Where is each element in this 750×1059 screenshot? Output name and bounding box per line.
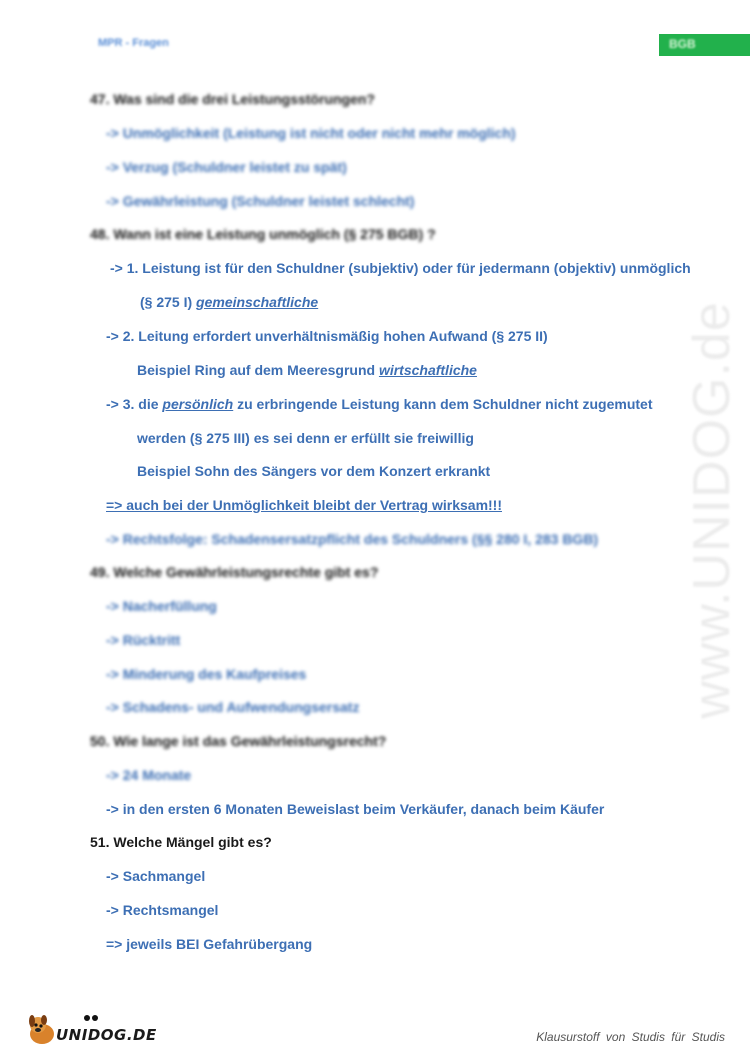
answer-text: -> 3. die [106,396,163,412]
question-48: 48. Wann ist eine Leistung unmöglich (§ 275 BGB) ? [90,226,436,242]
answer-line: -> Gewährleistung (Schuldner leistet schlecht) [106,193,415,209]
answer-line: -> 2. Leitung erfordert unverhältnismäßig hohen Aufwand (§ 275 II) [106,328,548,344]
header-badge [659,34,750,56]
question-47: 47. Was sind die drei Leistungsstörungen? [90,91,375,107]
answer-line: => auch bei der Unmöglichkeit bleibt der Vertrag wirksam!!! [106,497,502,513]
emphasis-text: wirtschaftliche [378,362,477,378]
answer-line: -> Minderung des Kaufpreises [106,666,307,682]
answer-line: -> Rechtsfolge: Schadensersatzpflicht des Schuldners (§§ 280 I, 283 BGB) [106,531,599,547]
header-badge-label: BGB [669,37,696,51]
answer-line: -> Unmöglichkeit (Leistung ist nicht oder nicht mehr möglich) [106,125,516,141]
answer-line: -> Sachmangel [106,868,206,884]
answer-text: zu erbringende Leistung kann dem Schuldner nicht zugemutet [233,396,653,412]
footer-tagline: Klausurstoff von Studis für Studis [536,1030,725,1044]
emphasis-text: gemeinschaftliche [196,294,319,310]
emphasis-text: persönlich [162,396,234,412]
answer-line: Beispiel Sohn des Sängers vor dem Konzert erkrankt [137,463,491,479]
answer-text: (§ 275 I) [140,294,197,310]
answer-line: -> Nacherfüllung [106,598,217,614]
answer-line [140,294,318,310]
answer-line: -> 1. Leistung ist für den Schuldner (subjektiv) oder für jedermann (objektiv) unmöglich [110,260,691,276]
answer-line: => jeweils BEI Gefahrübergang [106,936,313,952]
header-title: MPR - Fragen [98,37,169,49]
answer-text: Beispiel Ring auf dem Meeresgrund [137,362,379,378]
question-51: 51. Welche Mängel gibt es? [90,834,272,850]
answer-line: werden (§ 275 III) es sei denn er erfüllt sie freiwillig [137,430,474,446]
question-49: 49. Welche Gewährleistungsrechte gibt es? [90,564,379,580]
answer-line [137,362,477,378]
answer-line: -> Verzug (Schuldner leistet zu spät) [106,159,347,175]
answer-line [106,396,652,412]
answer-line: -> Rücktritt [106,632,181,648]
watermark: www.UNIDOG.de [683,301,741,719]
question-50: 50. Wie lange ist das Gewährleistungsrecht? [90,733,387,749]
footer-logo-text: UNIDOG.DE [56,1026,157,1044]
answer-line: -> 24 Monate [106,767,192,783]
answer-line: -> Schadens- und Aufwendungsersatz [106,699,360,715]
answer-line: -> Rechtsmangel [106,902,219,918]
answer-line: -> in den ersten 6 Monaten Beweislast beim Verkäufer, danach beim Käufer [106,801,605,817]
